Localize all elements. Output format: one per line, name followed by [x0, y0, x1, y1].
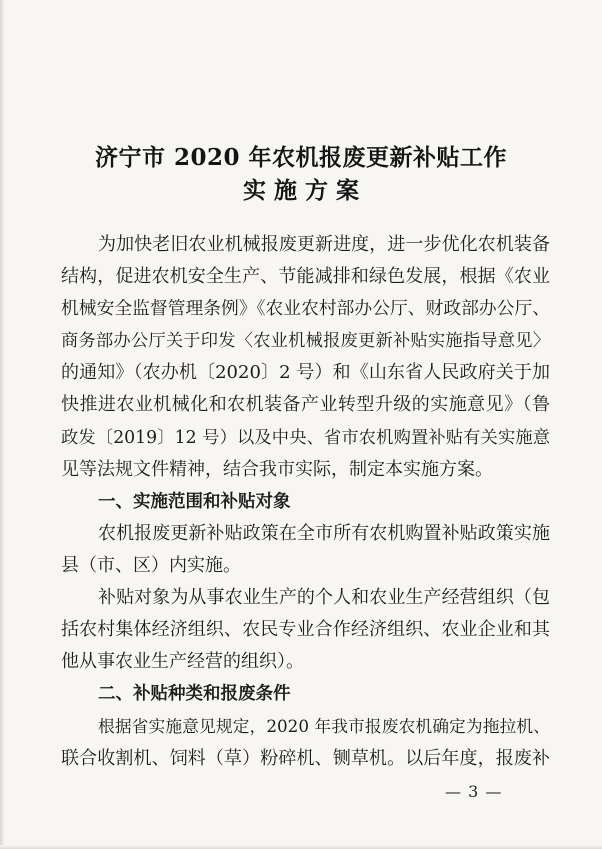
text-line: 商务部办公厅关于印发〈农业机械报废更新补贴实施指导意见〉	[61, 331, 550, 352]
paragraph-legal-basis	[61, 229, 550, 486]
paragraph-scope	[61, 518, 550, 582]
text-line: 联合收割机、饲料（草）粉碎机、铡草机。以后年度，报废补	[61, 747, 550, 769]
paragraph-subsidy-targets	[61, 582, 550, 678]
text-line: 括农村集体经济组织、农民专业合作经济组织、农业企业和其	[61, 619, 550, 641]
page-number: — 3 —	[445, 782, 503, 801]
document-title-line-2: 实施方案	[243, 177, 367, 204]
text-line: 的通知》（农办机〔2020〕2 号）和《山东省人民政府关于加	[61, 362, 550, 384]
document-body	[61, 229, 550, 775]
scan-edge-left	[0, 0, 5, 849]
text-line: 见等法规文件精神，结合我市实际，制定本实施方案。	[61, 458, 493, 480]
section-heading-types: 二、补贴种类和报废条件	[98, 684, 291, 705]
text-line: 为加快老旧农业机械报废更新进度，进一步优化农机装备	[98, 234, 550, 255]
text-line: 根据省实施意见规定，2020 年我市报废农机确定为拖拉机、	[98, 716, 550, 737]
scan-edge-bottom	[0, 845, 602, 849]
text-line: 机械安全监督管理条例》《农业农村部办公厅、财政部办公厅、	[61, 299, 550, 320]
text-line: 他从事农业生产经营的组织）。	[61, 651, 304, 673]
text-line: 县（市、区）内实施。	[61, 554, 241, 576]
text-line: 补贴对象为从事农业生产的个人和农业生产经营组织（包	[98, 587, 550, 609]
text-line: 政发〔2019〕12 号）以及中央、省市农机购置补贴有关实施意	[61, 427, 550, 448]
paragraph-types	[61, 710, 550, 774]
section-heading-scope: 一、实施范围和补贴对象	[98, 491, 291, 512]
text-line: 结构，促进农机安全生产、节能减排和绿色发展，根据《农业	[61, 266, 550, 288]
document-title-line-1: 济宁市 2020 年农机报废更新补贴工作	[94, 144, 508, 171]
text-line: 快推进农业机械化和农机装备产业转型升级的实施意见》（鲁	[61, 394, 550, 416]
text-line: 农机报废更新补贴政策在全市所有农机购置补贴政策实施	[98, 522, 550, 544]
